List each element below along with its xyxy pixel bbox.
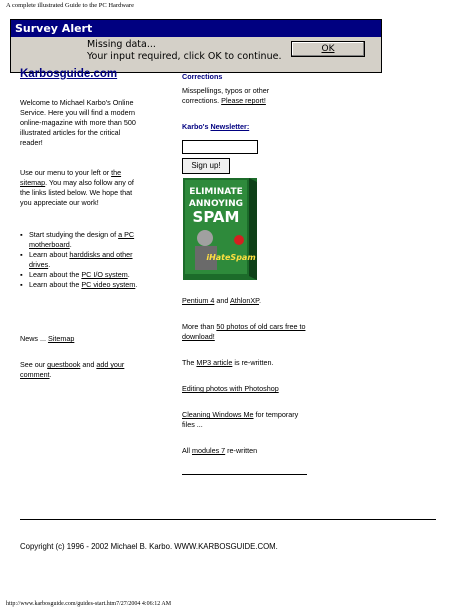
person-head-icon [197,230,213,246]
pentium4-link[interactable]: Pentium 4 [182,296,215,305]
divider [20,519,436,520]
mp3-text-post: is re-written. [232,358,274,367]
page-footer-url: http://www.karbosguide.com/guides-start.htm7/27/2004 4:06:12 AM [6,601,172,607]
windows-me-text-post: for temporary files ... [182,410,299,429]
mp3-text-pre: The [182,358,197,367]
photoshop-link[interactable]: Editing photos with Photoshop [182,384,279,393]
bullet-text: Learn about the [29,270,82,279]
ihatespam-ad-box[interactable] [183,178,257,280]
ad-line-3: SPAM [192,208,240,226]
bullet-text-post: . [127,270,130,279]
bullet-text-post: . [135,280,138,289]
modules7-link[interactable]: modules 7 [192,446,226,455]
windows-me-link[interactable]: Cleaning Windows Me [182,410,254,419]
sitemap-link[interactable]: the sitemap [20,168,122,187]
ad-brand: iHateSpam [206,253,256,262]
ad-line-1: ELIMINATE [189,187,243,197]
bullet-text-post: . [48,260,51,269]
news-item-windows-me [182,410,307,430]
list-item [20,280,138,290]
badge-icon [234,235,244,245]
list-item [20,250,138,270]
menu-text-pre: Use our menu to your left or [20,168,112,177]
site-brand-link[interactable]: Karbosguide.com [20,68,118,80]
corrections-heading: Corrections [182,72,223,81]
news-label: News ... [20,334,48,343]
motherboard-link[interactable]: a PC motherboard [29,230,135,249]
newsletter-heading [182,122,307,132]
cpu-text-mid: and [214,296,230,305]
bullet-text: Start studying the design of [29,230,119,239]
welcome-text: Welcome to Michael Karbo's Online Service. Here you will find a modern online-magazine with more than 500 illustrated articles for the critical reader! [20,98,136,147]
signup-button[interactable]: Sign up! [182,158,230,174]
menu-text-post: . You may also follow any of the links listed below. We hope that you appreciate our work! [20,178,134,207]
pc-io-link[interactable]: PC I/O system [81,270,128,279]
bullet-list [20,230,138,290]
news-line [20,334,138,344]
alert-ok-button[interactable]: OK [291,41,365,57]
alert-title-bar: Survey Alert [11,20,381,37]
alert-message: Missing data... [87,39,156,50]
bullet-text: Learn about [29,250,70,259]
bullet-icon: ▪ [20,280,23,289]
guestbook-text-mid: and [80,360,97,369]
corrections-body: Misspellings, typos or other corrections. [182,86,270,105]
guestbook-text-post: . [49,370,52,379]
news-item-photos [182,322,307,342]
news-item-photoshop [182,384,307,394]
pc-video-link[interactable]: PC video system [81,280,136,289]
copyright: Copyright (c) 1996 - 2002 Michael B. Karbo. WWW.KARBOSGUIDE.COM. [20,542,278,551]
guestbook-line [20,360,138,380]
news-sitemap-link[interactable]: Sitemap [47,334,75,343]
harddisks-link[interactable]: harddisks and other drives [29,250,133,269]
bullet-icon: ▪ [20,230,23,239]
guestbook-text-pre: See our [20,360,48,369]
guestbook-link[interactable]: guestbook [47,360,81,369]
list-item [20,230,138,250]
modules-text-pre: All [182,446,192,455]
photos-text-pre: More than [182,322,217,331]
athlonxp-link[interactable]: AthlonXP [229,296,260,305]
bullet-icon: ▪ [20,270,23,279]
divider [182,474,307,475]
newsletter-link[interactable]: Newsletter: [210,122,250,131]
survey-alert-window [10,19,382,73]
cpu-text-post: . [259,296,262,305]
bullet-text-post: . [69,240,72,249]
newsletter-label: Karbo's [182,122,211,131]
news-item-mp3 [182,358,307,368]
report-link[interactable]: Please report! [221,96,266,105]
news-item-modules [182,446,307,456]
mp3-article-link[interactable]: MP3 article [196,358,233,367]
news-item-cpu [182,296,307,306]
bullet-icon: ▪ [20,250,23,259]
document-title: A complete illustrated Guide to the PC Hardware [6,2,134,9]
bullet-text: Learn about the [29,280,82,289]
list-item [20,270,138,280]
menu-paragraph [20,168,138,208]
corrections-text [182,86,307,106]
alert-instruction: Your input required, click OK to continue. [87,51,282,62]
alert-body [11,37,381,72]
add-comment-link[interactable]: add your comment [20,360,125,379]
newsletter-email-input[interactable] [182,140,258,154]
modules-text-post: re-written [225,446,258,455]
ad-line-2: ANNOYING [188,199,244,209]
old-cars-photos-link[interactable]: 50 photos of old cars free to download! [182,322,306,341]
